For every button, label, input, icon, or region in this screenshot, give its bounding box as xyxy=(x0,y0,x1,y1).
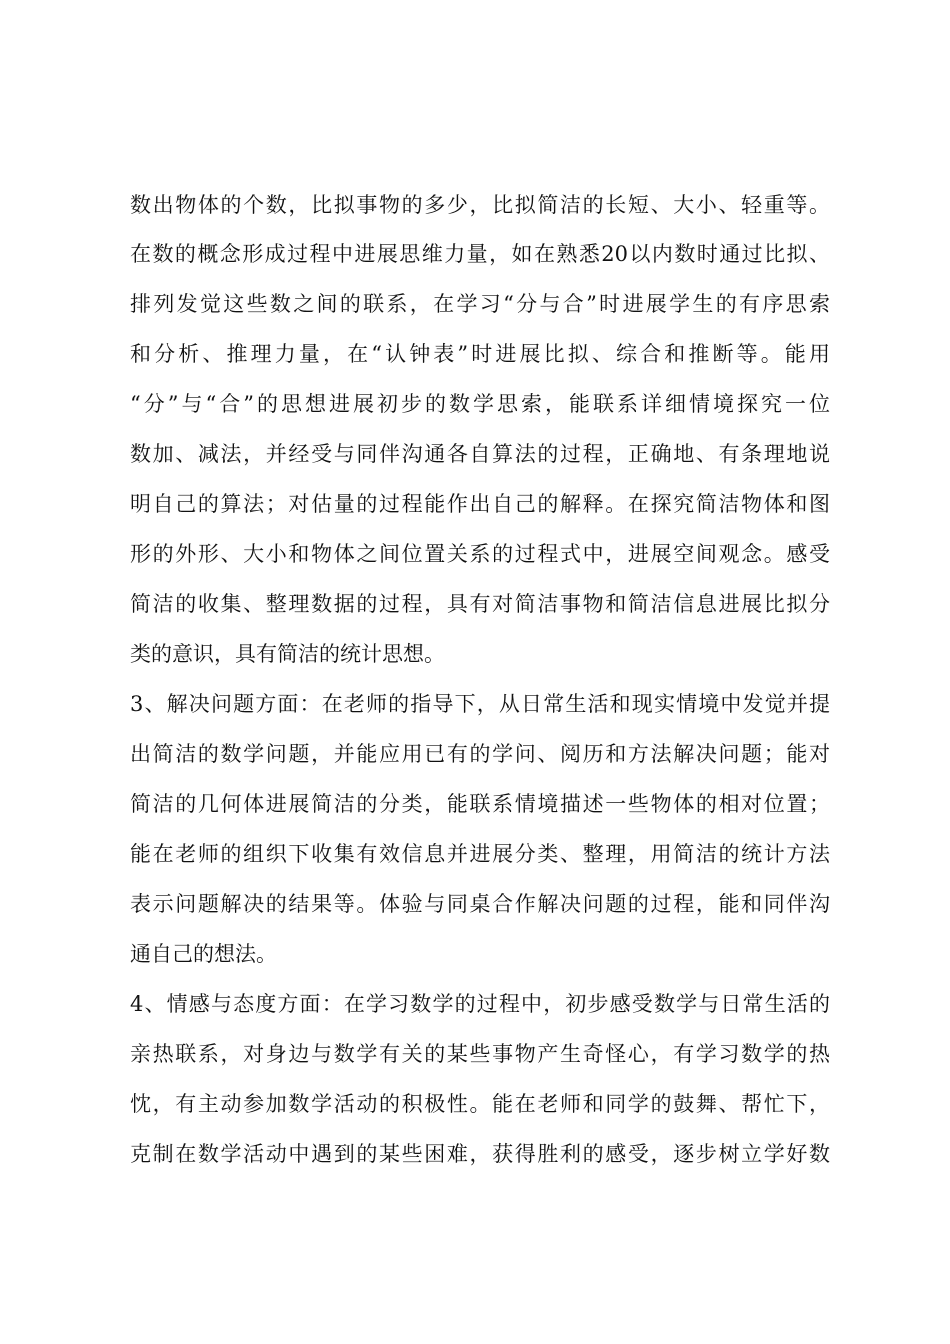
text-line: 排列发觉这些数之间的联系，在学习“分与合”时进展学生的有序思索 xyxy=(130,292,830,316)
text-line: 通自己的想法。 xyxy=(130,942,277,966)
text-line: 和分析、推理力量，在“认钟表”时进展比拟、综合和推断等。能用 xyxy=(130,342,830,366)
text-line: 数加、减法，并经受与同伴沟通各自算法的过程，正确地、有条理地说 xyxy=(130,442,830,466)
text-line: 表示问题解决的结果等。体验与同桌合作解决问题的过程，能和同伴沟 xyxy=(130,892,830,916)
text-line: “分”与“合”的思想进展初步的数学思索，能联系详细情境探究一位 xyxy=(130,392,830,416)
text-line: 明自己的算法；对估量的过程能作出自己的解释。在探究简洁物体和图 xyxy=(130,492,830,516)
text-line: 克制在数学活动中遇到的某些困难，获得胜利的感受，逐步树立学好数 xyxy=(130,1142,830,1166)
text-line: 形的外形、大小和物体之间位置关系的过程式中，进展空间观念。感受 xyxy=(130,542,830,566)
text-line: 简洁的收集、整理数据的过程，具有对简洁事物和简洁信息进展比拟分 xyxy=(130,592,830,616)
text-line: 类的意识，具有简洁的统计思想。 xyxy=(130,642,445,666)
text-line: 在数的概念形成过程中进展思维力量，如在熟悉20以内数时通过比拟、 xyxy=(130,242,830,266)
text-line: 3、解决问题方面：在老师的指导下，从日常生活和现实情境中发觉并提 xyxy=(130,692,830,716)
text-line: 数出物体的个数，比拟事物的多少，比拟简洁的长短、大小、轻重等。 xyxy=(130,193,830,217)
text-line: 忱，有主动参加数学活动的积极性。能在老师和同学的鼓舞、帮忙下， xyxy=(130,1092,830,1116)
text-line: 亲热联系，对身边与数学有关的某些事物产生奇怪心，有学习数学的热 xyxy=(130,1042,830,1066)
text-line: 简洁的几何体进展简洁的分类，能联系情境描述一些物体的相对位置； xyxy=(130,792,830,816)
text-line: 4、情感与态度方面：在学习数学的过程中，初步感受数学与日常生活的 xyxy=(130,992,830,1016)
text-line: 能在老师的组织下收集有效信息并进展分类、整理，用简洁的统计方法 xyxy=(130,842,830,866)
text-line: 出简洁的数学问题，并能应用已有的学问、阅历和方法解决问题；能对 xyxy=(130,742,830,766)
